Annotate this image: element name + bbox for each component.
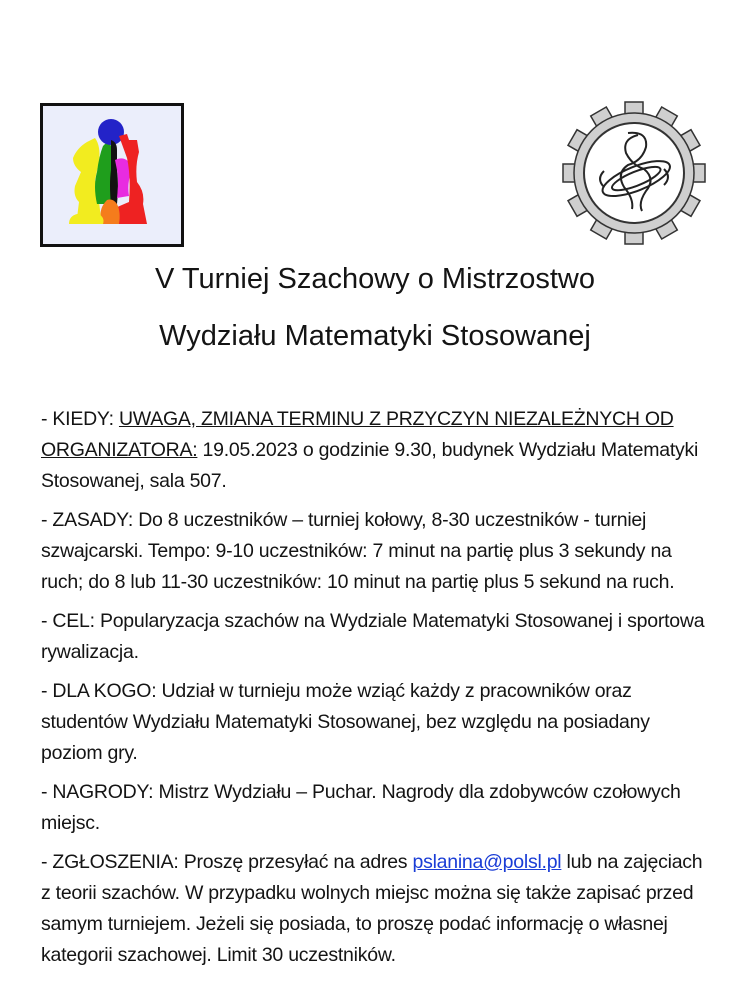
nagrody-label: - NAGRODY:	[41, 781, 159, 803]
section-zasady	[41, 505, 711, 598]
section-zgloszenia	[41, 847, 711, 971]
kiedy-label: - KIEDY:	[41, 408, 119, 430]
zgloszenia-label: - ZGŁOSZENIA:	[41, 851, 184, 873]
gear-emblem-logo-icon	[562, 101, 706, 245]
page-title-line1: V Turniej Szachowy o Mistrzostwo	[155, 263, 595, 295]
section-dla-kogo	[41, 676, 711, 769]
section-nagrody	[41, 777, 711, 839]
zasady-text: Do 8 uczestników – turniej kołowy, 8-30 uczestników - turniej szwajcarski. Tempo: 9-10 uczestników: 7 minut na partię plus 3 sekundy na ruch; do 8 lub 11-30 uczestników: 10 minut na partię plus 5 sekund na ruch.	[41, 509, 675, 593]
cel-text: Popularyzacja szachów na Wydziale Matematyki Stosowanej i sportowa rywalizacja.	[41, 610, 705, 663]
kiedy-notice: UWAGA, ZMIANA TERMINU Z PRZYCZYN NIEZALEŻNYCH OD ORGANIZATORA:	[41, 408, 674, 461]
chess-pieces-logo-icon	[43, 106, 181, 244]
section-kiedy	[41, 404, 711, 497]
nagrody-text: Mistrz Wydziału – Puchar. Nagrody dla zdobywców czołowych miejsc.	[41, 781, 681, 834]
dla-kogo-label: - DLA KOGO:	[41, 680, 162, 702]
kiedy-text: 19.05.2023 o godzinie 9.30, budynek Wydziału Matematyki Stosowanej, sala 507.	[41, 439, 699, 492]
dla-kogo-text: Udział w turnieju może wziąć każdy z pracowników oraz studentów Wydziału Matematyki Stosowanej, bez względu na posiadany poziom gry.	[41, 680, 650, 764]
zgloszenia-text-after: lub na zajęciach z teorii szachów. W przypadku wolnych miejsc można się także zapisać przed samym turniejem. Jeżeli się posiada, to proszę podać informację o własnej kategorii szachowej. Limit 30 uczestników.	[41, 851, 703, 966]
email-link[interactable]: pslanina@polsl.pl	[412, 851, 562, 873]
cel-label: - CEL:	[41, 610, 100, 632]
section-cel	[41, 606, 711, 668]
announcement-body	[41, 404, 711, 979]
zgloszenia-text-before: Proszę przesyłać na adres	[183, 851, 413, 873]
zasady-label: - ZASADY:	[41, 509, 139, 531]
chess-pieces-logo	[40, 103, 184, 247]
faculty-gear-logo	[562, 101, 706, 245]
page-title-line2: Wydziału Matematyki Stosowanej	[159, 320, 591, 352]
